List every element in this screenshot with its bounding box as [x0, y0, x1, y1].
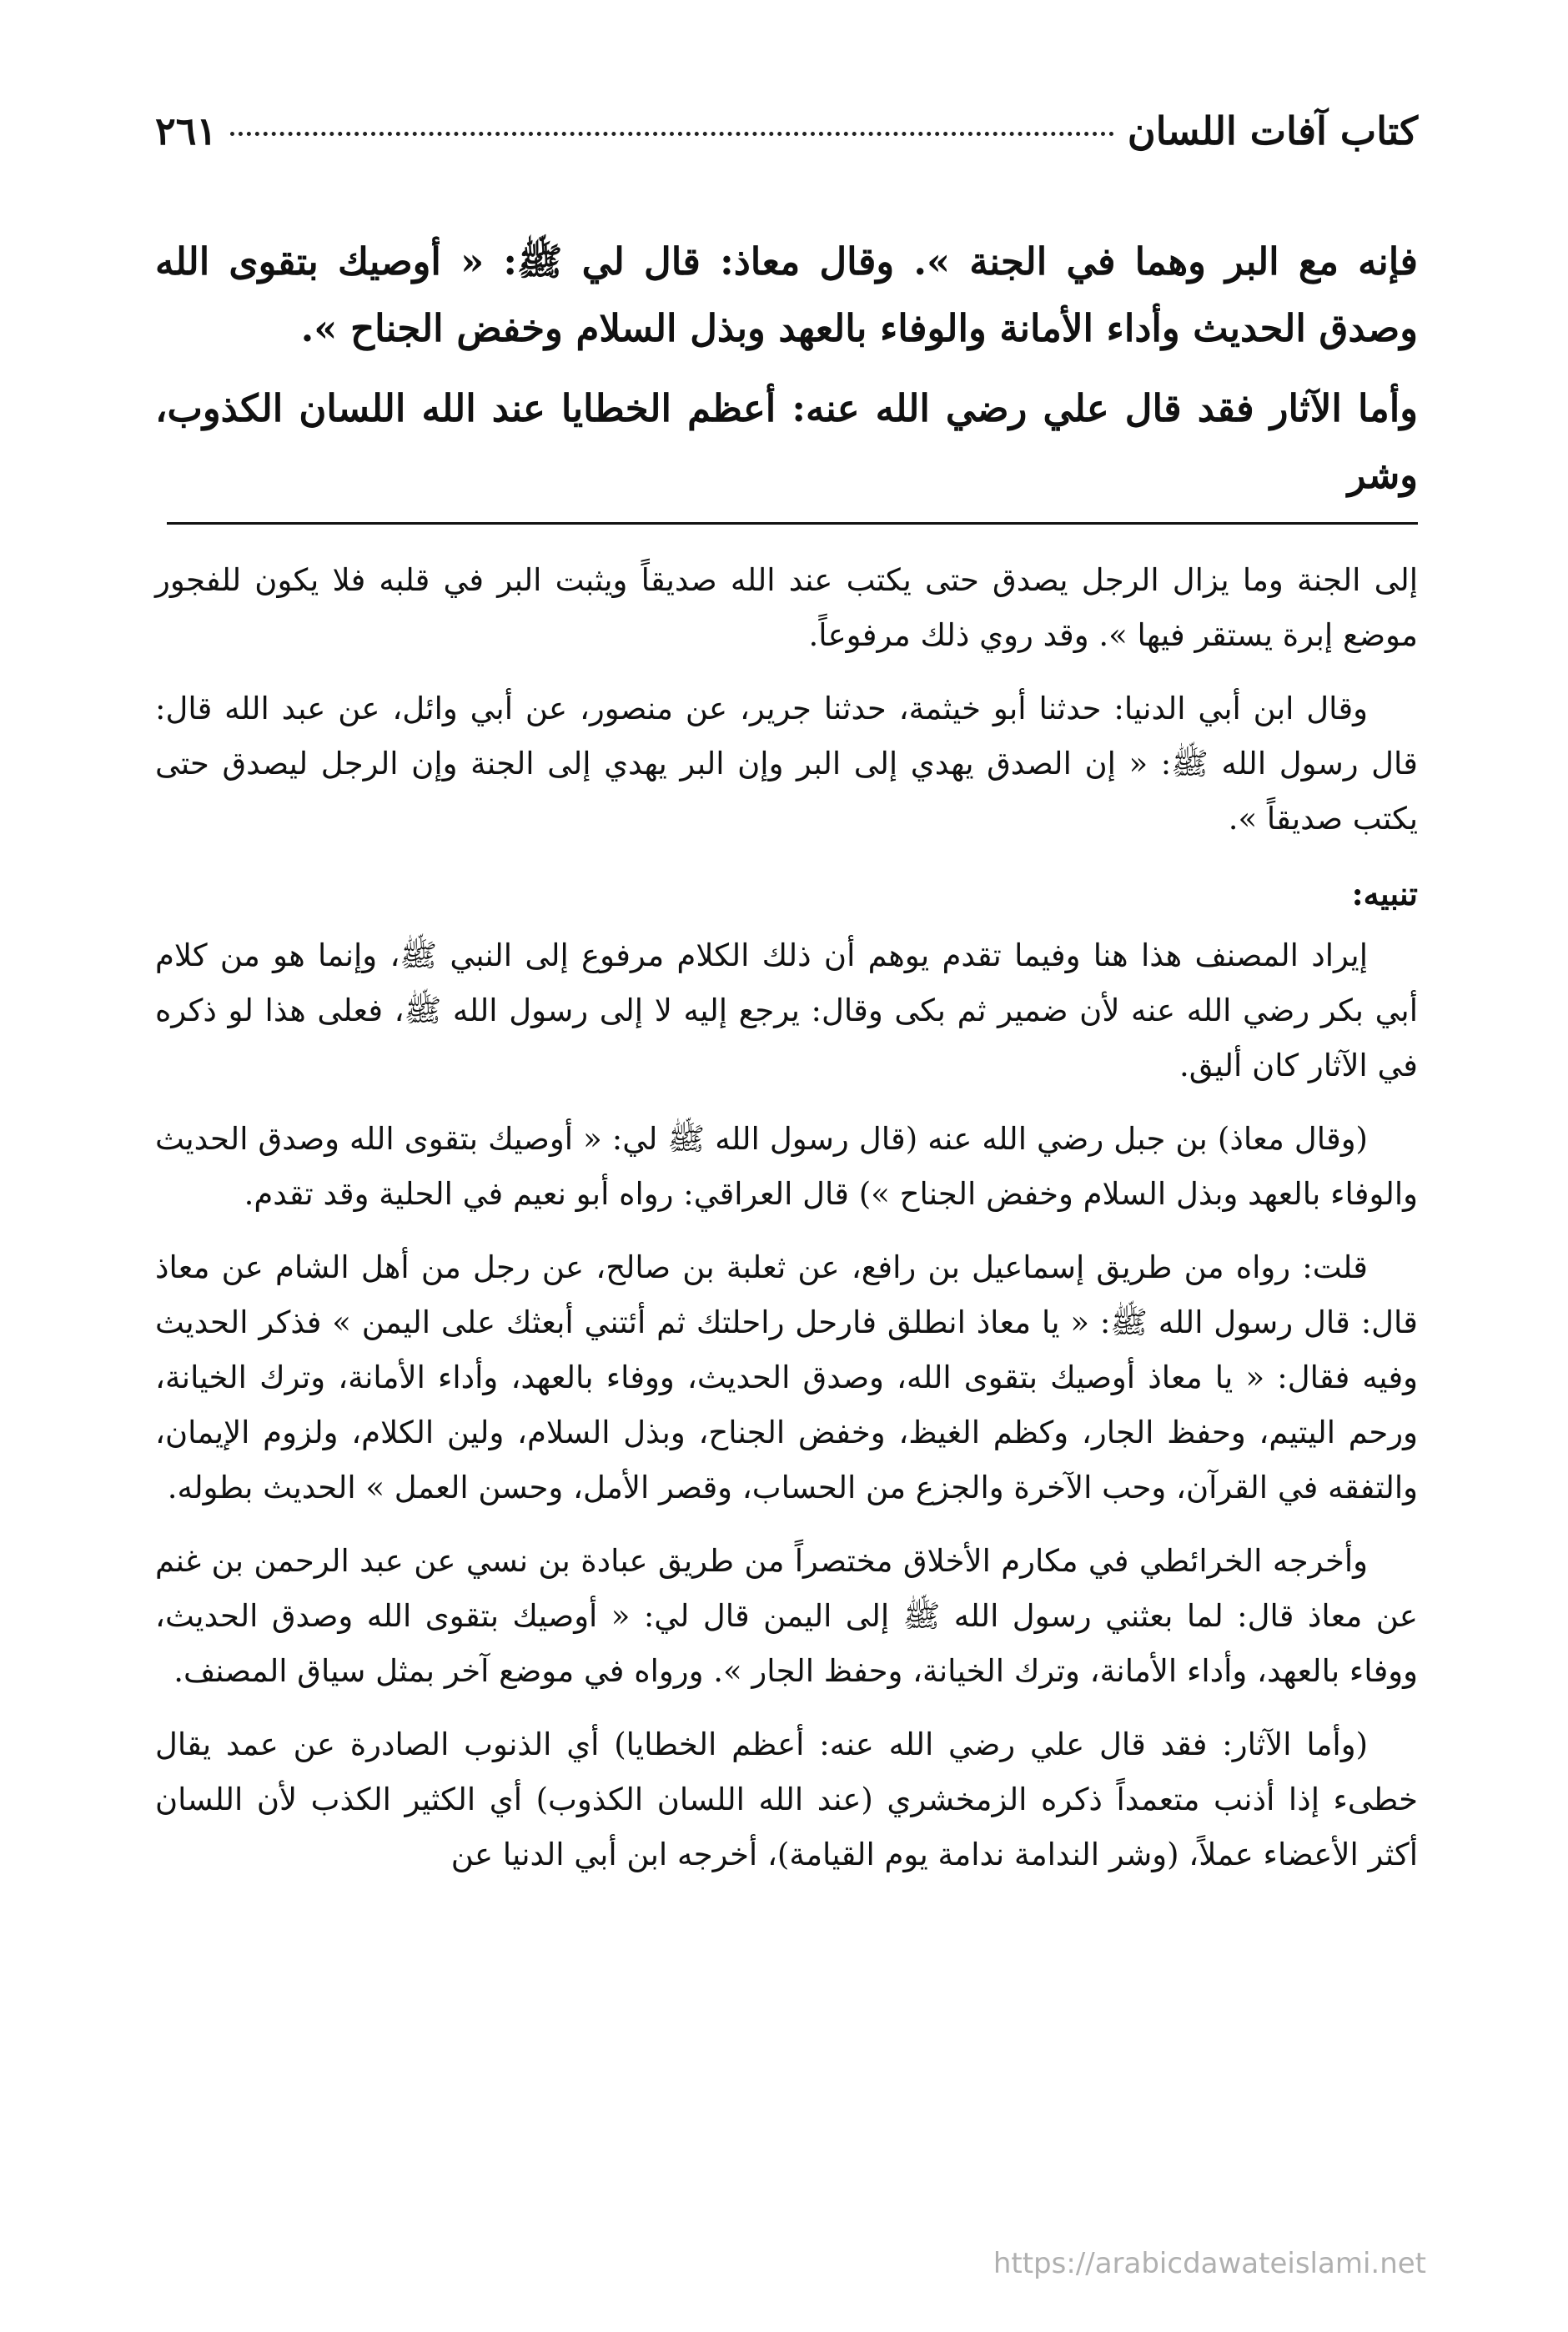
main-text	[155, 229, 1418, 509]
section-heading: تنبيه:	[1351, 875, 1418, 912]
book-title: كتاب آفات اللسان	[1127, 108, 1418, 153]
commentary-paragraph: قلت: رواه من طريق إسماعيل بن رافع، عن ثعلبة بن صالح، عن رجل من أهل الشام عن معاذ قال: قال رسول الله ﷺ: « يا معاذ انطلق فارحل راحلتك ثم أئتني أبعثك على اليمن » فذكر الحديث وفيه فقال: « يا معاذ أوصيك بتقوى الله، وصدق الحديث، ووفاء بالعهد، وأداء الأمانة، وترك الخيانة، ورحم اليتيم، وحفظ الجار، وكظم الغيظ، وخفض الجناح، وبذل السلام، ولين الكلام، ولزوم الإيمان، والتفقه في القرآن، وحب الآخرة والجزع من الحساب، وقصر الأمل، وحسن العمل » الحديث بطوله.	[155, 1249, 1418, 1505]
commentary-paragraph: (وقال معاذ) بن جبل رضي الله عنه (قال رسول الله ﷺ لي: « أوصيك بتقوى الله وصدق الحديث والوفاء بالعهد وبذل السلام وخفض الجناح ») قال العراقي: رواه أبو نعيم في الحلية وقد تقدم.	[155, 1121, 1418, 1212]
watermark-url: https://arabicdawateislami.net	[993, 2247, 1426, 2280]
commentary-paragraph: وقال ابن أبي الدنيا: حدثنا أبو خيثمة، حدثنا جرير، عن منصور، عن أبي وائل، عن عبد الله قال: قال رسول الله ﷺ: « إن الصدق يهدي إلى البر وإن البر يهدي إلى الجنة وإن الرجل ليصدق حتى يكتب صديقاً ».	[155, 691, 1418, 837]
page-number: ٢٦١	[155, 108, 218, 153]
commentary-text	[155, 553, 1418, 1882]
header-dotted-leader	[230, 132, 1114, 136]
running-header	[155, 108, 1418, 192]
commentary-paragraph: إيراد المصنف هذا هنا وفيما تقدم يوهم أن ذلك الكلام مرفوع إلى النبي ﷺ، وإنما هو من كلام أبي بكر رضي الله عنه لأن ضمير ثم بكى وقال: يرجع إليه لا إلى رسول الله ﷺ، فعلى هذا لو ذكره في الآثار كان أليق.	[155, 937, 1418, 1083]
main-paragraph: وأما الآثار فقد قال علي رضي الله عنه: أعظم الخطايا عند الله اللسان الكذوب، وشر	[155, 386, 1418, 497]
commentary-paragraph: إلى الجنة وما يزال الرجل يصدق حتى يكتب عند الله صديقاً ويثبت البر في قلبه فلا يكون للفجور موضع إبرة يستقر فيها ». وقد روي ذلك مرفوعاً.	[155, 562, 1418, 653]
commentary-paragraph: وأخرجه الخرائطي في مكارم الأخلاق مختصراً من طريق عبادة بن نسي عن عبد الرحمن بن غنم عن معاذ قال: لما بعثني رسول الله ﷺ إلى اليمن قال لي: « أوصيك بتقوى الله وصدق الحديث، ووفاء بالعهد، وأداء الأمانة، وترك الخيانة، وحفظ الجار ». ورواه في موضع آخر بمثل سياق المصنف.	[155, 1543, 1418, 1689]
main-paragraph: فإنه مع البر وهما في الجنة ». وقال معاذ: قال لي ﷺ: « أوصيك بتقوى الله وصدق الحديث وأداء الأمانة والوفاء بالعهد وبذل السلام وخفض الجناح ».	[155, 239, 1418, 350]
commentary-paragraph: (وأما الآثار: فقد قال علي رضي الله عنه: أعظم الخطايا) أي الذنوب الصادرة عن عمد يقال خطىء إذا أذنب متعمداً ذكره الزمخشري (عند الله اللسان الكذوب) أي الكثير الكذب لأن اللسان أكثر الأعضاء عملاً، (وشر الندامة ندامة يوم القيامة)، أخرجه ابن أبي الدنيا عن	[155, 1726, 1418, 1872]
book-page	[155, 108, 1418, 2294]
footnote-separator-rule	[167, 522, 1418, 525]
